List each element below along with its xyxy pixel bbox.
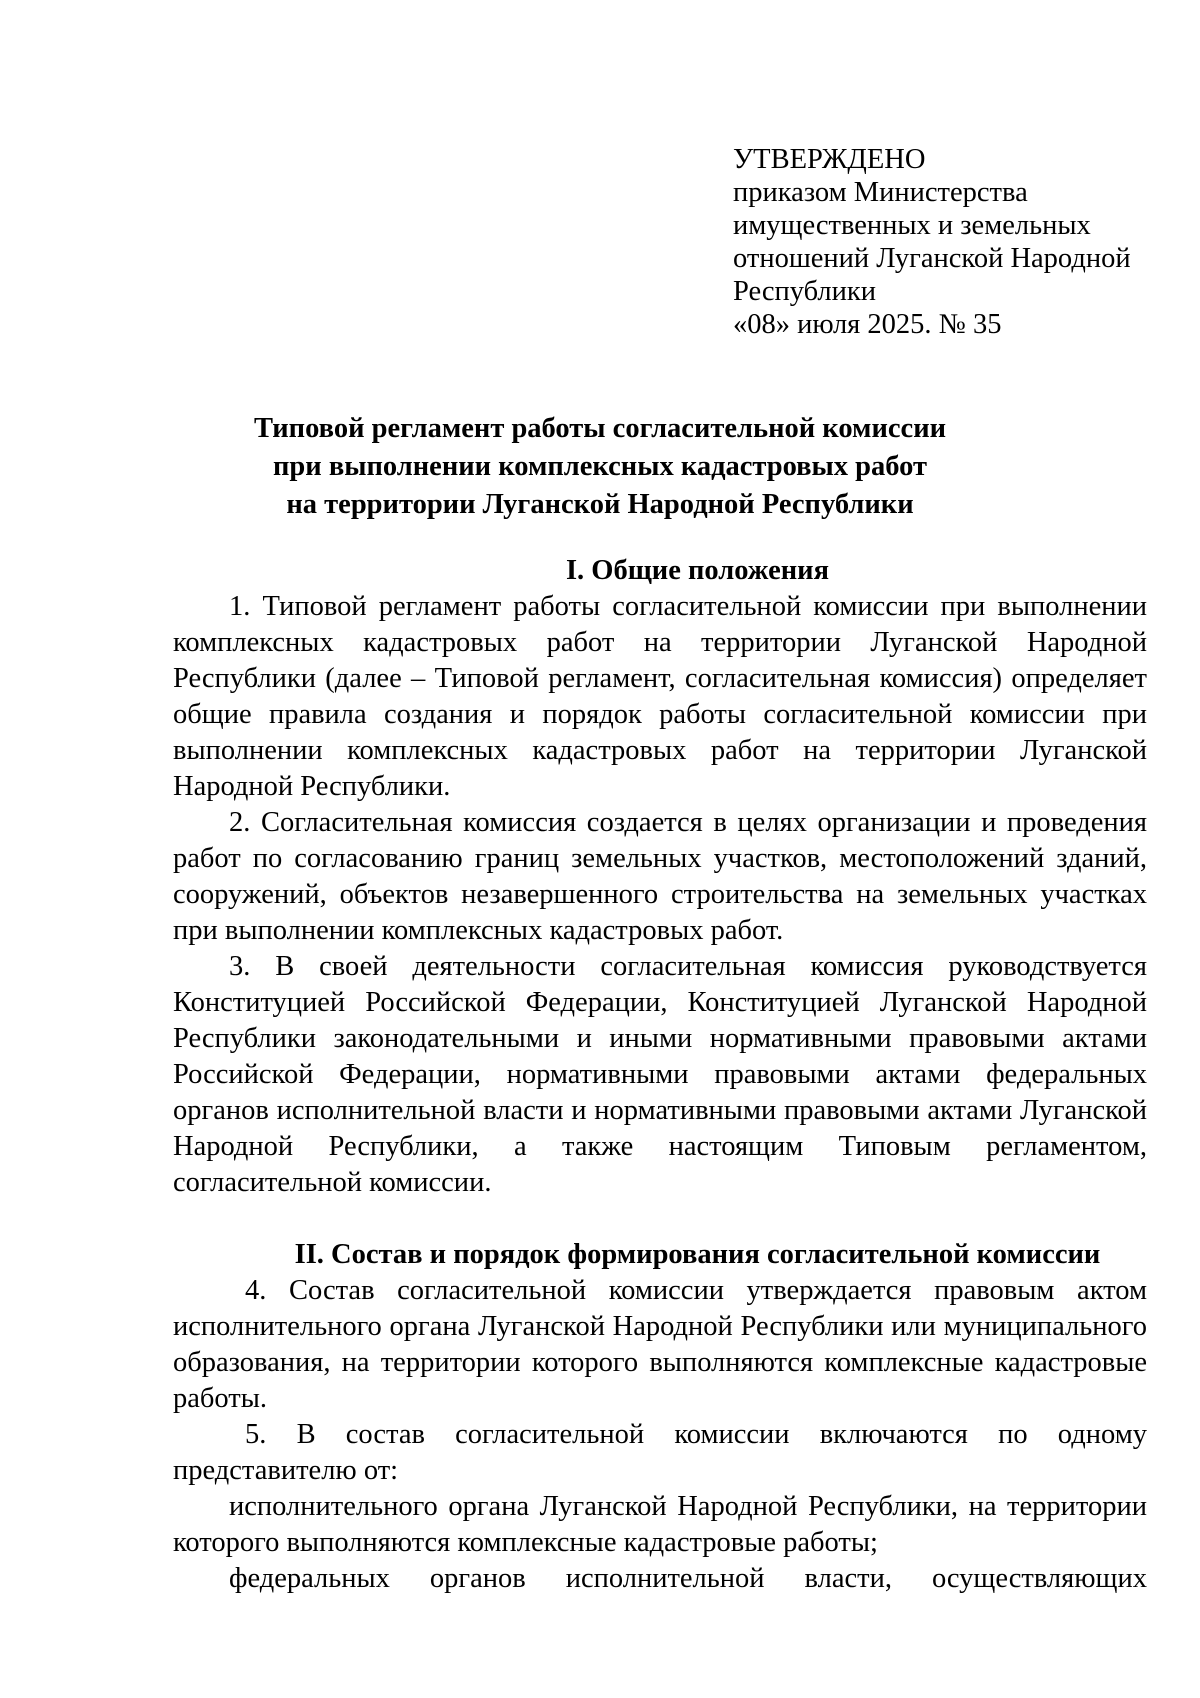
approval-date-number: «08» июля 2025. № 35	[733, 309, 1002, 340]
document-body	[173, 553, 1147, 1597]
approval-line-2: имущественных и земельных	[733, 210, 1091, 241]
paragraph: 1. Типовой регламент работы согласительной комиссии при выполнении комплексных кадастровых работ на территории Луганской Народной Республики (далее – Типовой регламент, согласительная комиссия) определяет общие правила создания и порядок работы согласительной комиссии при выполнении комплексных кадастровых работ на территории Луганской Народной Республики.	[173, 591, 1147, 802]
approval-label: УТВЕРЖДЕНО	[733, 144, 926, 175]
approval-line-3: отношений Луганской Народной	[733, 243, 1131, 274]
paragraph: 3. В своей деятельности согласительная комиссия руководствуется Конституцией Российской Федерации, Конституцией Луганской Народной Республики законодательными и иными нормативными правовыми актами Российской Федерации, нормативными правовыми актами федеральных органов исполнительной власти и нормативными правовыми актами Луганской Народной Республики, а также настоящим Типовым регламентом, согласительной комиссии.	[173, 951, 1147, 1198]
document-title-line-1: Типовой регламент работы согласительной комиссии	[253, 413, 947, 444]
section-heading: I. Общие положения	[565, 555, 830, 586]
paragraph: 4. Состав согласительной комиссии утверждается правовым актом исполнительного органа Луганской Народной Республики или муниципального образования, на территории которого выполняются комплексные кадастровые работы.	[173, 1275, 1147, 1414]
approval-stamp-block	[733, 143, 1173, 341]
approval-line-4: Республики	[733, 276, 876, 307]
document-title-line-3: на территории Луганской Народной Республики	[286, 489, 914, 520]
section-composition	[173, 1237, 1147, 1597]
document-title	[60, 410, 1140, 524]
paragraph: 2. Согласительная комиссия создается в целях организации и проведения работ по согласованию границ земельных участков, местоположений зданий, сооружений, объектов незавершенного строительства на земельных участках при выполнении комплексных кадастровых работ.	[173, 807, 1147, 946]
section-heading: II. Состав и порядок формирования согласительной комиссии	[294, 1239, 1101, 1270]
paragraph: исполнительного органа Луганской Народной Республики, на территории которого выполняются комплексные кадастровые работы;	[173, 1491, 1147, 1558]
paragraph: 5. В состав согласительной комиссии включаются по одному представителю от:	[173, 1419, 1147, 1486]
approval-line-1: приказом Министерства	[733, 177, 1028, 208]
document-title-line-2: при выполнении комплексных кадастровых работ	[273, 451, 927, 482]
paragraph: федеральных органов исполнительной власти, осуществляющих	[229, 1563, 1147, 1594]
section-general-provisions	[173, 553, 1147, 1201]
